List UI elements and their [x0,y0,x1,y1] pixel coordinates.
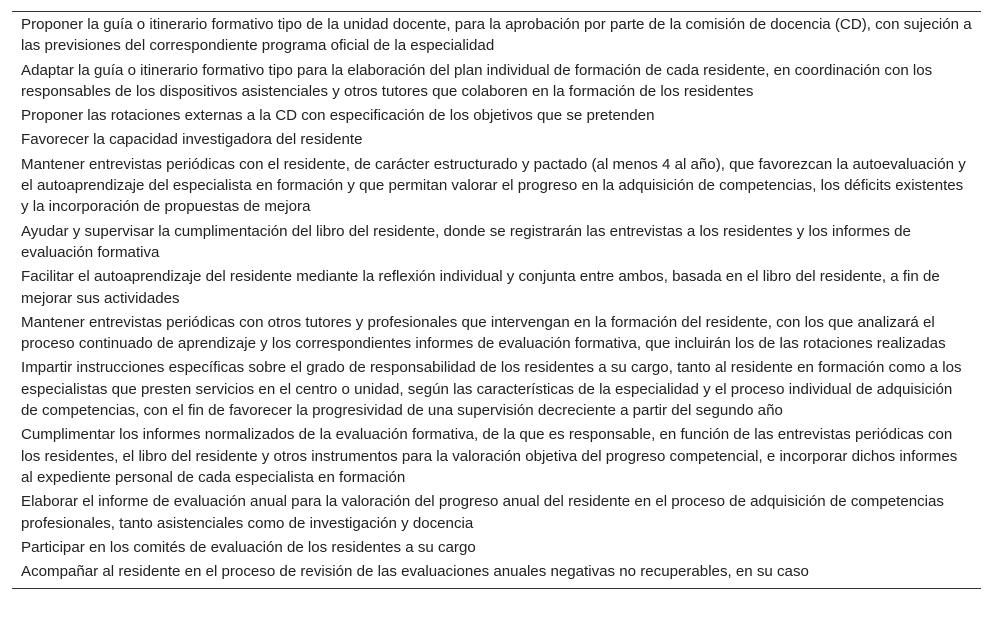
table-row [12,220,981,266]
table-row [12,311,981,357]
table-cell: Proponer la guía o itinerario formativo tipo de la unidad docente, para la aprobación por parte de la comisión de docencia (CD), con sujeción a las previsiones del correspondiente programa oficial de la especialidad [21,16,972,55]
table-cell: Facilitar el autoaprendizaje del residente mediante la reflexión individual y conjunta entre ambos, basada en el libro del residente, a fin de mejorar sus actividades [21,268,940,307]
table-row [12,560,981,588]
table-cell: Elaborar el informe de evaluación anual para la valoración del progreso anual del residente en el proceso de adquisición de competencias profesionales, tanto asistenciales como de investigación y docencia [21,493,944,532]
table-cell: Cumplimentar los informes normalizados de la evaluación formativa, de la que es responsable, en función de las entrevistas periódicas con los residentes, el libro del residente y otros instrumentos para la valoración objetiva del progreso competencial, e incorporar dichos informes al expediente personal de cada especialista en formación [21,426,958,486]
functions-table-container [12,11,981,589]
table-cell: Proponer las rotaciones externas a la CD con especificación de los objetivos que se pretenden [21,107,655,125]
table-cell: Ayudar y supervisar la cumplimentación del libro del residente, donde se registrarán las entrevistas a los residentes y los informes de evaluación formativa [21,222,911,261]
table-cell: Participar en los comités de evaluación de los residentes a su cargo [21,538,476,556]
table-cell: Mantener entrevistas periódicas con el residente, de carácter estructurado y pactado (al menos 4 al año), que favorezcan la autoevaluación y el autoaprendizaje del especialista en formación y que permitan valorar el progreso en la adquisición de competencias, los déficits existentes y la incorporación de propuestas de mejora [21,155,966,216]
table-row [12,423,981,490]
table-row [12,59,981,105]
table-row [12,128,981,152]
functions-table [12,12,981,588]
table-row [12,265,981,311]
table-row [12,490,981,536]
table-cell: Mantener entrevistas periódicas con otros tutores y profesionales que intervengan en la formación del residente, con los que analizará el proceso continuado de aprendizaje y los correspondientes informes de evaluación formativa, que incluirán los de las rotaciones realizadas [21,313,946,353]
table-cell: Acompañar al residente en el proceso de revisión de las evaluaciones anuales negativas no recuperables, en su caso [21,563,809,581]
table-row [12,104,981,128]
table-row [12,12,981,59]
table-row [12,356,981,423]
table-row [12,536,981,560]
table-cell: Adaptar la guía o itinerario formativo tipo para la elaboración del plan individual de formación de cada residente, en coordinación con los responsables de los dispositivos asistenciales y otros tutores que colaboren en la formación de los residentes [21,61,933,100]
table-cell: Favorecer la capacidad investigadora del residente [21,131,363,149]
table-cell: Impartir instrucciones específicas sobre el grado de responsabilidad de los residentes a su cargo, tanto al residente en formación como a los especialistas que presten servicios en el centro o unidad, según las características de la especialidad y el proceso individual de adquisición de competencias, con el fin de favorecer la progresividad de una supervisión decreciente a partir del segundo año [21,359,962,420]
table-row [12,153,981,220]
